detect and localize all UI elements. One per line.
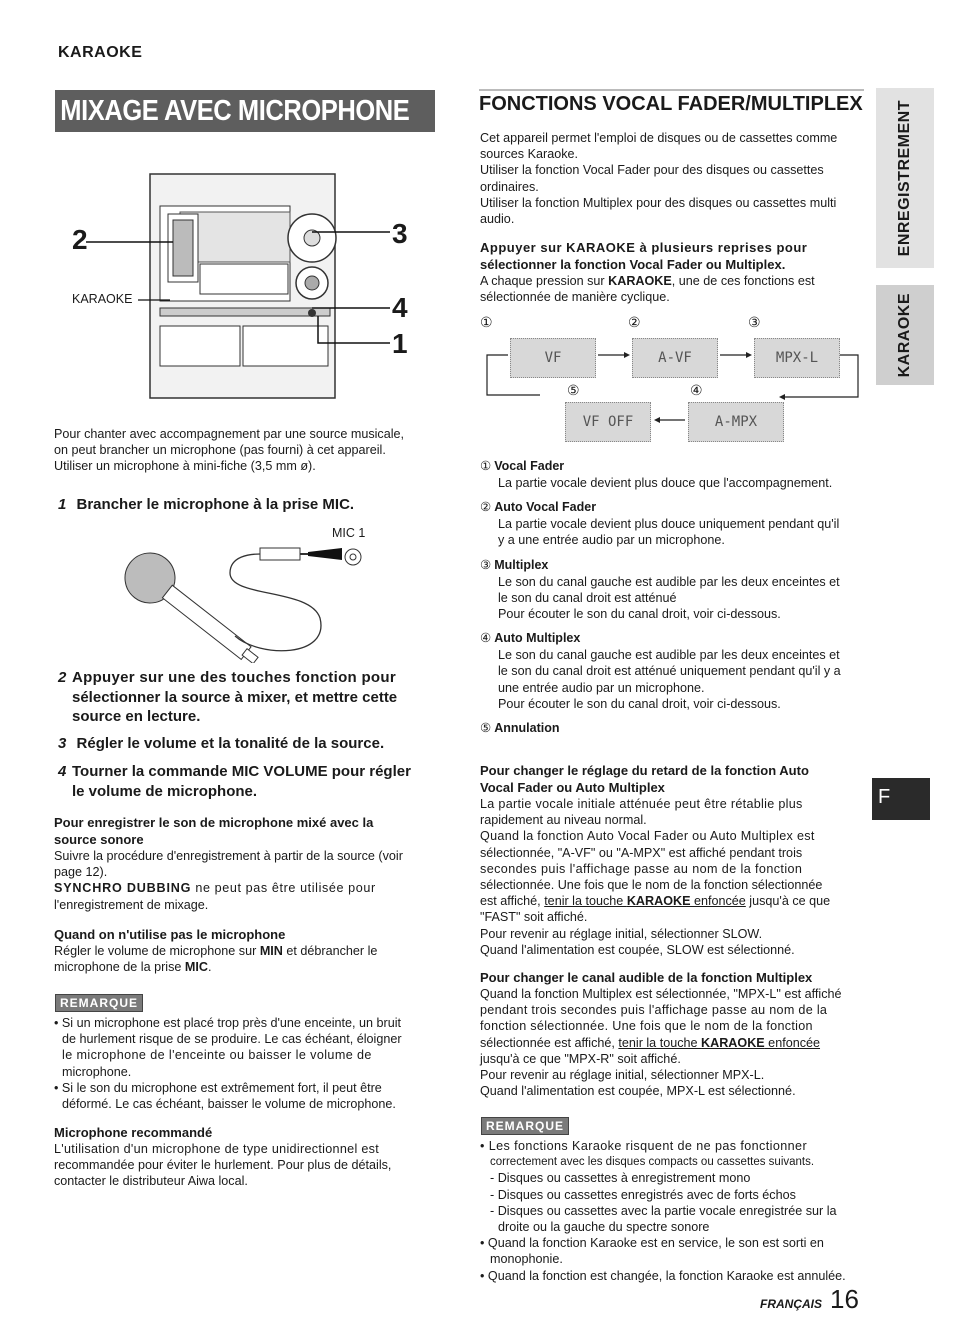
intro-text (54, 426, 439, 475)
display-vf-off: VF OFF (565, 402, 651, 442)
cycle-num-5: ⑤ (567, 382, 580, 398)
page-title-banner (55, 90, 435, 132)
body-line: rapidement au niveau normal. (480, 813, 647, 828)
function-item-annulation (480, 720, 865, 737)
function-title-text: Multiplex (494, 557, 549, 572)
body-line (480, 273, 865, 289)
body-text: sélectionnée est affiché, (480, 1035, 619, 1050)
karaoke-term: KARAOKE (701, 1035, 765, 1050)
karaoke-term: KARAOKE (608, 274, 672, 288)
body-text: tenir la touche (618, 1035, 702, 1050)
note-line: • Les fonctions Karaoke risquent de ne pas fonctionner (480, 1139, 808, 1153)
function-title-text: Auto Multiplex (494, 631, 581, 646)
body-text: Régler le volume de microphone sur (54, 944, 260, 958)
body-line: page 12). (54, 865, 108, 880)
callout-1: 1 (392, 328, 408, 359)
body-text: . (208, 960, 212, 975)
note-line: microphone. (62, 1064, 132, 1079)
body-line: sources Karaoke. (480, 147, 579, 162)
body-text: microphone de la prise (54, 960, 185, 975)
note-badge-label: REMARQUE (481, 1117, 569, 1135)
step-text: Brancher le microphone à la prise MIC. (76, 496, 355, 513)
body-text: , une de ces fonctions est (671, 274, 815, 288)
subheading: Vocal Fader ou Auto Multiplex (480, 780, 665, 795)
step-number: 1 (58, 496, 67, 513)
note-line: monophonie. (490, 1252, 563, 1267)
body-line: La partie vocale devient plus douce que l'accompagnement. (498, 476, 833, 490)
intro-line: Utiliser un microphone à mini-fiche (3,5 mm ø). (54, 459, 316, 474)
cycle-num-4: ④ (690, 382, 703, 398)
note-badge-right (481, 1117, 569, 1135)
function-item-multiplex (480, 557, 865, 623)
step-text: sélectionner la source à mixer, et mettre cette (72, 688, 398, 706)
page-footer (760, 1284, 859, 1315)
step-3 (58, 734, 384, 754)
body-text: ne peut pas être utilisée pour (191, 881, 376, 896)
callout-4: 4 (392, 292, 408, 323)
note-line: - Disques ou cassettes avec la partie vocale enregistrée sur la (490, 1203, 837, 1218)
cycle-num-3: ③ (748, 314, 761, 330)
function-num: ⑤ (480, 721, 492, 736)
body-text: est affiché, (480, 894, 545, 909)
body-line: Le son du canal gauche est audible par les deux enceintes et (498, 648, 840, 663)
function-title-text: Auto Vocal Fader (494, 500, 597, 515)
body-line (480, 893, 865, 909)
recording-section (54, 814, 439, 913)
note-line: droite ou la gauche du spectre sonore (498, 1220, 710, 1235)
sidebar-tab-label: ENREGISTREMENT (896, 99, 913, 257)
note-line: - Disques ou cassettes enregistrés avec de forts échos (490, 1187, 796, 1202)
body-text: jusqu'à ce que (745, 894, 831, 909)
function-title (480, 499, 865, 516)
sidebar-tab-karaoke (876, 285, 934, 385)
function-title-text: Vocal Fader (494, 459, 565, 473)
note-line: • Si un microphone est placé trop près d'une enceinte, un bruit (54, 1016, 402, 1030)
function-num: ① (480, 459, 492, 473)
note-badge-label: REMARQUE (55, 994, 143, 1012)
function-list (480, 458, 865, 737)
body-line: Quand la fonction Multiplex est sélectionnée, "MPX-L" est affiché (480, 987, 842, 1001)
delay-section (480, 762, 865, 958)
step-1 (58, 495, 354, 515)
body-text: tenir la touche (544, 894, 627, 909)
karaoke-button-label: KARAOKE (72, 292, 133, 306)
body-line: le son du canal droit est atténué uniquement pendant qu'il y a (498, 664, 841, 679)
note-line: déformé. Le cas échéant, baisser le volume de microphone. (62, 1097, 396, 1112)
note-line: le microphone de l'enceinte ou baisser le volume de (62, 1048, 372, 1063)
subheading: source sonore (54, 832, 144, 847)
callout-3: 3 (392, 218, 408, 249)
press-karaoke-section (480, 239, 865, 305)
function-num: ④ (480, 631, 492, 646)
subheading: Appuyer sur KARAOKE à plusieurs reprises pour (480, 240, 808, 255)
body-line: y a une entrée audio par un microphone. (498, 533, 725, 548)
body-line: "FAST" soit affiché. (480, 910, 588, 925)
channel-section (480, 969, 865, 1099)
step-number: 3 (58, 735, 67, 752)
microphone-illustration (110, 538, 380, 663)
body-line: La partie vocale devient plus douce uniquement pendant qu'il (498, 517, 840, 532)
body-line: Pour revenir au réglage initial, sélectionner MPX-L. (480, 1068, 765, 1083)
body-line: secondes puis l'affichage passe au nom de la fonction (480, 861, 803, 876)
body-line: sélectionnée, "A-VF" ou "A-MPX" est affiché pendant trois (480, 845, 803, 860)
language-tab (872, 778, 930, 820)
mic-recommended-section (54, 1124, 439, 1190)
body-line: contacter le distributeur Aiwa local. (54, 1174, 248, 1189)
language-tab-label: F (878, 786, 891, 808)
body-line: L'utilisation d'un microphone de type unidirectionnel est (54, 1142, 380, 1156)
right-intro (480, 130, 865, 227)
function-title (480, 557, 865, 574)
footer-language: FRANÇAIS (760, 1297, 822, 1311)
right-section-title: FONCTIONS VOCAL FADER/MULTIPLEX (479, 93, 863, 115)
function-item-vocal-fader (480, 458, 865, 491)
display-a-mpx: A-MPX (688, 402, 784, 442)
body-line: Le son du canal gauche est audible par les deux enceintes et (498, 574, 840, 589)
notes-right (480, 1138, 865, 1284)
page-number: 16 (830, 1284, 859, 1314)
mic-term: MIC (184, 960, 208, 975)
cycle-num-2: ② (628, 314, 641, 330)
step-4 (58, 762, 443, 801)
body-line: Pour écouter le son du canal droit, voir ci-dessous. (498, 696, 781, 711)
body-line: Cet appareil permet l'emploi de disques ou de cassettes comme (480, 131, 838, 145)
subheading: Microphone recommandé (54, 1125, 213, 1140)
note-badge-left (55, 994, 143, 1012)
body-line: audio. (480, 212, 515, 227)
body-line: Quand l'alimentation est coupée, MPX-L est sélectionné. (480, 1084, 796, 1099)
hold-karaoke-instruction (618, 1036, 820, 1050)
step-number: 4 (58, 763, 67, 780)
note-line: • Quand la fonction est changée, la fonction Karaoke est annulée. (480, 1268, 846, 1283)
hold-karaoke-instruction (544, 894, 746, 908)
body-line: Utiliser la fonction Multiplex pour des disques ou cassettes multi (480, 195, 837, 210)
body-line: une entrée audio par un microphone. (498, 680, 705, 695)
subheading: Pour changer le réglage du retard de la fonction Auto (480, 763, 809, 778)
display-mpx-l: MPX-L (754, 338, 840, 378)
step-text: Tourner la commande MIC VOLUME pour régler (72, 763, 411, 780)
body-line: Utiliser la fonction Vocal Fader pour des disques ou cassettes (480, 163, 824, 178)
body-line: Pour écouter le son du canal droit, voir ci-dessous. (498, 607, 781, 622)
note-line: de hurlement risque de se produire. Le cas échéant, éloigner (62, 1032, 402, 1047)
body-line: ordinaires. (480, 179, 539, 194)
function-title-text: Annulation (494, 721, 560, 736)
function-title (480, 720, 865, 737)
body-line: Quand la fonction Auto Vocal Fader ou Auto Multiplex est (480, 829, 815, 844)
stereo-unit-diagram (60, 168, 420, 408)
body-line: jusqu'à ce que "MPX-R" soit affiché. (480, 1051, 681, 1066)
synchro-dubbing-term: SYNCHRO DUBBING (54, 881, 192, 896)
sidebar-tab-enregistrement (876, 88, 934, 268)
body-line: sélectionnée. Une fois que le nom de la fonction sélectionnée (480, 878, 823, 893)
body-text: et débrancher le (282, 944, 378, 958)
note-line: correctement avec les disques compacts ou cassettes suivants. (490, 1156, 815, 1169)
step-text: Régler le volume et la tonalité de la source. (76, 735, 385, 752)
note-line: • Si le son du microphone est extrêmement fort, il peut être (54, 1080, 382, 1095)
function-item-auto-vocal-fader (480, 499, 865, 548)
no-mic-section (54, 926, 439, 975)
step-text: le volume de microphone. (72, 782, 258, 800)
karaoke-term: KARAOKE (626, 894, 691, 909)
karaoke-cycle-diagram (480, 310, 870, 450)
notes-left (54, 1015, 439, 1112)
function-num: ③ (480, 557, 492, 572)
cycle-arrows (480, 310, 870, 450)
body-text: enfoncée (690, 894, 746, 909)
note-line: • Quand la fonction Karaoke est en service, le son est sorti en (480, 1236, 824, 1251)
section-label: KARAOKE (58, 44, 143, 61)
page-title: MIXAGE AVEC MICROPHONE (60, 95, 410, 127)
body-text: A chaque pression sur (480, 274, 609, 288)
cycle-num-1: ① (480, 314, 493, 330)
intro-line: Pour chanter avec accompagnement par une source musicale, (54, 427, 405, 441)
body-line: Quand l'alimentation est coupée, SLOW est sélectionné. (480, 942, 795, 957)
body-line (54, 959, 439, 975)
display-vf: VF (510, 338, 596, 378)
body-line: La partie vocale initiale atténuée peut être rétablie plus (480, 797, 803, 811)
body-line: le son du canal droit est atténué (498, 590, 677, 605)
sidebar-tab-label: KARAOKE (896, 292, 913, 378)
body-line: pendant trois secondes puis l'affichage passe au nom de la (480, 1003, 828, 1018)
subheading: Pour changer le canal audible de la fonction Multiplex (480, 970, 813, 985)
function-title (480, 458, 865, 475)
subheading: Pour enregistrer le son de microphone mixé avec la (54, 815, 374, 830)
subheading: sélectionner la fonction Vocal Fader ou Multiplex. (480, 257, 786, 272)
body-line (54, 880, 439, 896)
body-line: Pour revenir au réglage initial, sélectionner SLOW. (480, 926, 763, 941)
callout-2: 2 (72, 224, 88, 255)
right-title-rule (479, 89, 864, 91)
body-line: recommandée pour éviter le hurlement. Pour plus de détails, (54, 1158, 392, 1173)
function-title (480, 630, 865, 647)
body-line: l'enregistrement de mixage. (54, 897, 209, 912)
body-line: sélectionnée de manière cyclique. (480, 290, 670, 305)
step-2 (58, 668, 443, 727)
body-line: fonction sélectionnée. Une fois que le nom de la fonction (480, 1019, 813, 1034)
function-num: ② (480, 500, 492, 515)
display-a-vf: A-VF (632, 338, 718, 378)
intro-line: on peut brancher un microphone (pas fourni) à cet appareil. (54, 443, 386, 458)
function-item-auto-multiplex (480, 630, 865, 712)
note-line: - Disques ou cassettes à enregistrement mono (490, 1171, 751, 1186)
body-text: enfoncée (764, 1035, 821, 1050)
step-text: source en lecture. (72, 708, 201, 725)
step-number: 2 (58, 669, 67, 686)
min-term: MIN (259, 944, 283, 958)
body-line: Suivre la procédure d'enregistrement à partir de la source (voir (54, 849, 403, 863)
subheading: Quand on n'utilise pas le microphone (54, 927, 286, 942)
mic-jack-label: MIC 1 (332, 526, 366, 540)
body-line (54, 943, 439, 959)
step-text: Appuyer sur une des touches fonction pour (72, 669, 396, 686)
body-line (480, 1035, 865, 1051)
